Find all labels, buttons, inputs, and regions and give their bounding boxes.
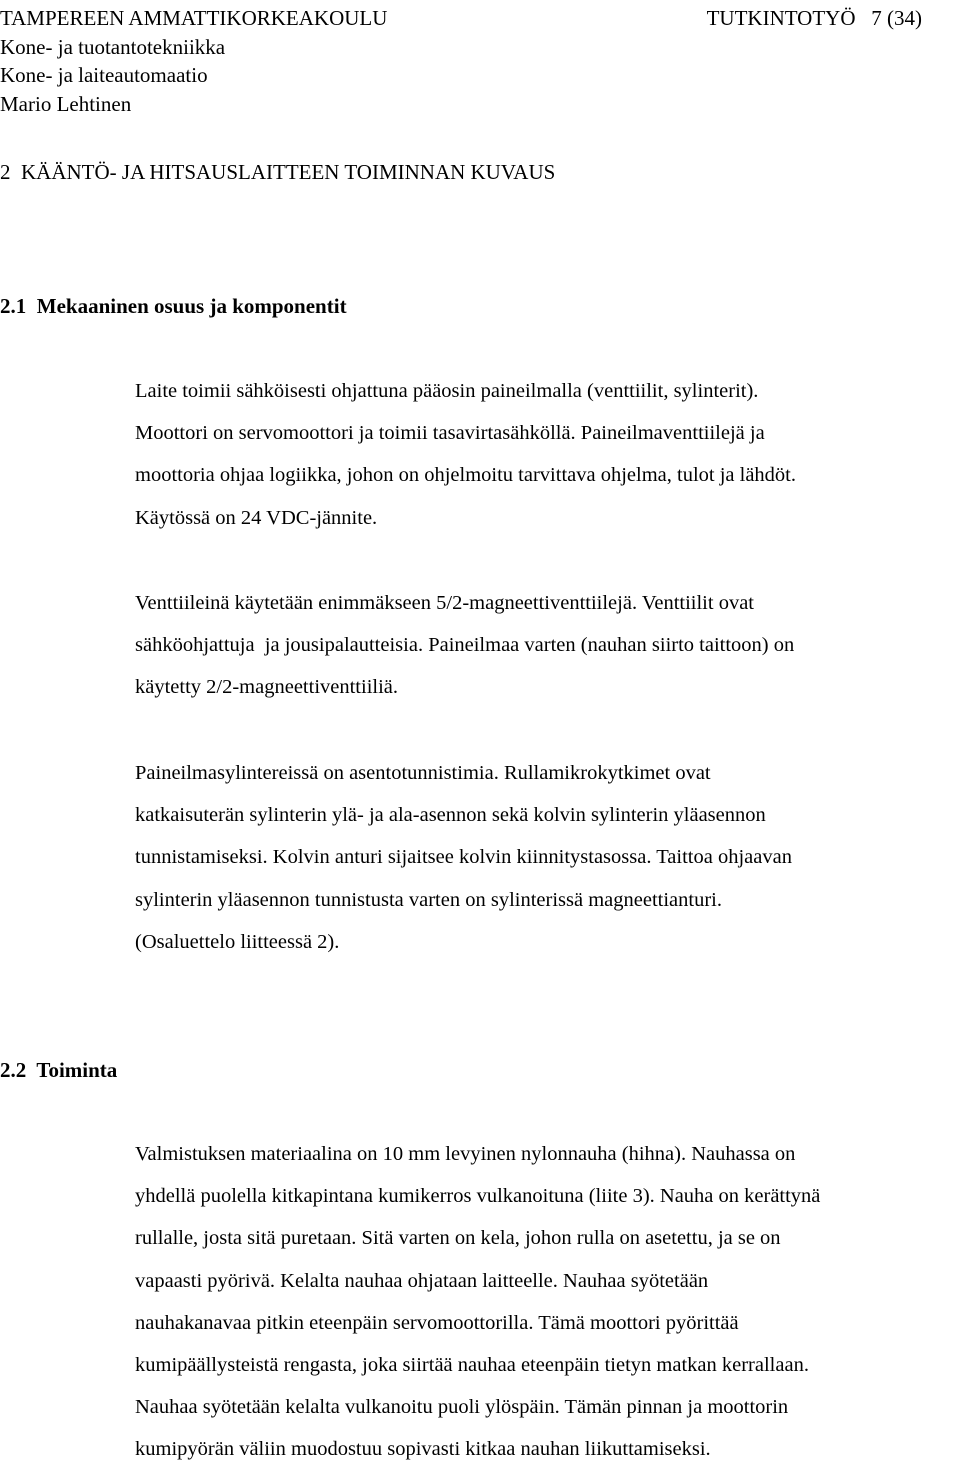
paragraph-3 xyxy=(135,752,957,963)
paragraph-line: kumipyörän väliin muodostuu sopivasti kitkaa nauhan liikuttamiseksi. xyxy=(135,1438,711,1461)
paragraph-line: Nauhaa syötetään kelalta vulkanoitu puoli ylöspäin. Tämän pinnan ja moottorin xyxy=(135,1396,789,1419)
paragraph-line: rullalle, josta sitä puretaan. Sitä varten on kela, johon rulla on asetettu, ja se on xyxy=(135,1227,781,1250)
paragraph-line: nauhakanavaa pitkin eteenpäin servomoottorilla. Tämä moottori pyörittää xyxy=(135,1311,739,1334)
section-title-2-1: 2.1 Mekaaninen osuus ja komponentit xyxy=(0,294,347,318)
section-title-2-2: 2.2 Toiminta xyxy=(0,1058,118,1082)
paragraph-line: Käytössä on 24 VDC-jännite. xyxy=(135,506,378,529)
paragraph-4 xyxy=(135,1133,957,1471)
chapter-title: 2 KÄÄNTÖ- JA HITSAUSLAITTEEN TOIMINNAN KUVAUS xyxy=(0,160,556,184)
paragraph-line: Venttiileinä käytetään enimmäkseen 5/2-magneettiventtiilejä. Venttiilit ovat xyxy=(135,592,754,614)
document-type-page-number: TUTKINTOTYÖ 7 (34) xyxy=(706,6,922,30)
paragraph-1 xyxy=(135,370,957,539)
paragraph-line: sähköohjattuja ja jousipalautteisia. Paineilmaa varten (nauhan siirto taittoon) on xyxy=(135,634,795,657)
paragraph-line: Laite toimii sähköisesti ohjattuna pääosin paineilmalla (venttiilit, sylinterit). xyxy=(135,380,759,402)
paragraph-2 xyxy=(135,582,957,709)
department-name: Kone- ja tuotantotekniikka xyxy=(0,34,226,59)
paragraph-line: (Osaluettelo liitteessä 2). xyxy=(135,930,340,953)
header-top-row xyxy=(0,4,960,33)
institution-name: TAMPEREEN AMMATTIKORKEAKOULU xyxy=(0,6,388,30)
paragraph-line: yhdellä puolella kitkapintana kumikerros vulkanoituna (liite 3). Nauha on kerättynä xyxy=(135,1185,821,1208)
paragraph-line: kumipäällysteistä rengasta, joka siirtää nauhaa eteenpäin tietyn matkan kerrallaan. xyxy=(135,1354,809,1377)
paragraph-line: käytetty 2/2-magneettiventtiiliä. xyxy=(135,676,399,699)
page-header xyxy=(0,4,960,118)
paragraph-line: vapaasti pyörivä. Kelalta nauhaa ohjataan laitteelle. Nauhaa syötetään xyxy=(135,1269,709,1292)
paragraph-line: Moottori on servomoottori ja toimii tasavirtasähköllä. Paineilmaventtiilejä ja xyxy=(135,422,765,445)
paragraph-line: moottoria ohjaa logiikka, johon on ohjelmoitu tarvittava ohjelma, tulot ja lähdöt. xyxy=(135,464,796,487)
program-name: Kone- ja laiteautomaatio xyxy=(0,63,208,87)
paragraph-line: tunnistamiseksi. Kolvin anturi sijaitsee kolvin kiinnitystasossa. Taittoa ohjaavan xyxy=(135,846,792,869)
author-name: Mario Lehtinen xyxy=(0,91,132,116)
paragraph-line: Paineilmasylintereissä on asentotunnistimia. Rullamikrokytkimet ovat xyxy=(135,762,711,784)
paragraph-line: sylinterin yläasennon tunnistusta varten on sylinterissä magneettianturi. xyxy=(135,888,722,911)
paragraph-line: katkaisuterän sylinterin ylä- ja ala-asennon sekä kolvin sylinterin yläasennon xyxy=(135,804,766,827)
paragraph-line: Valmistuksen materiaalina on 10 mm levyinen nylonnauha (hihna). Nauhassa on xyxy=(135,1143,796,1165)
